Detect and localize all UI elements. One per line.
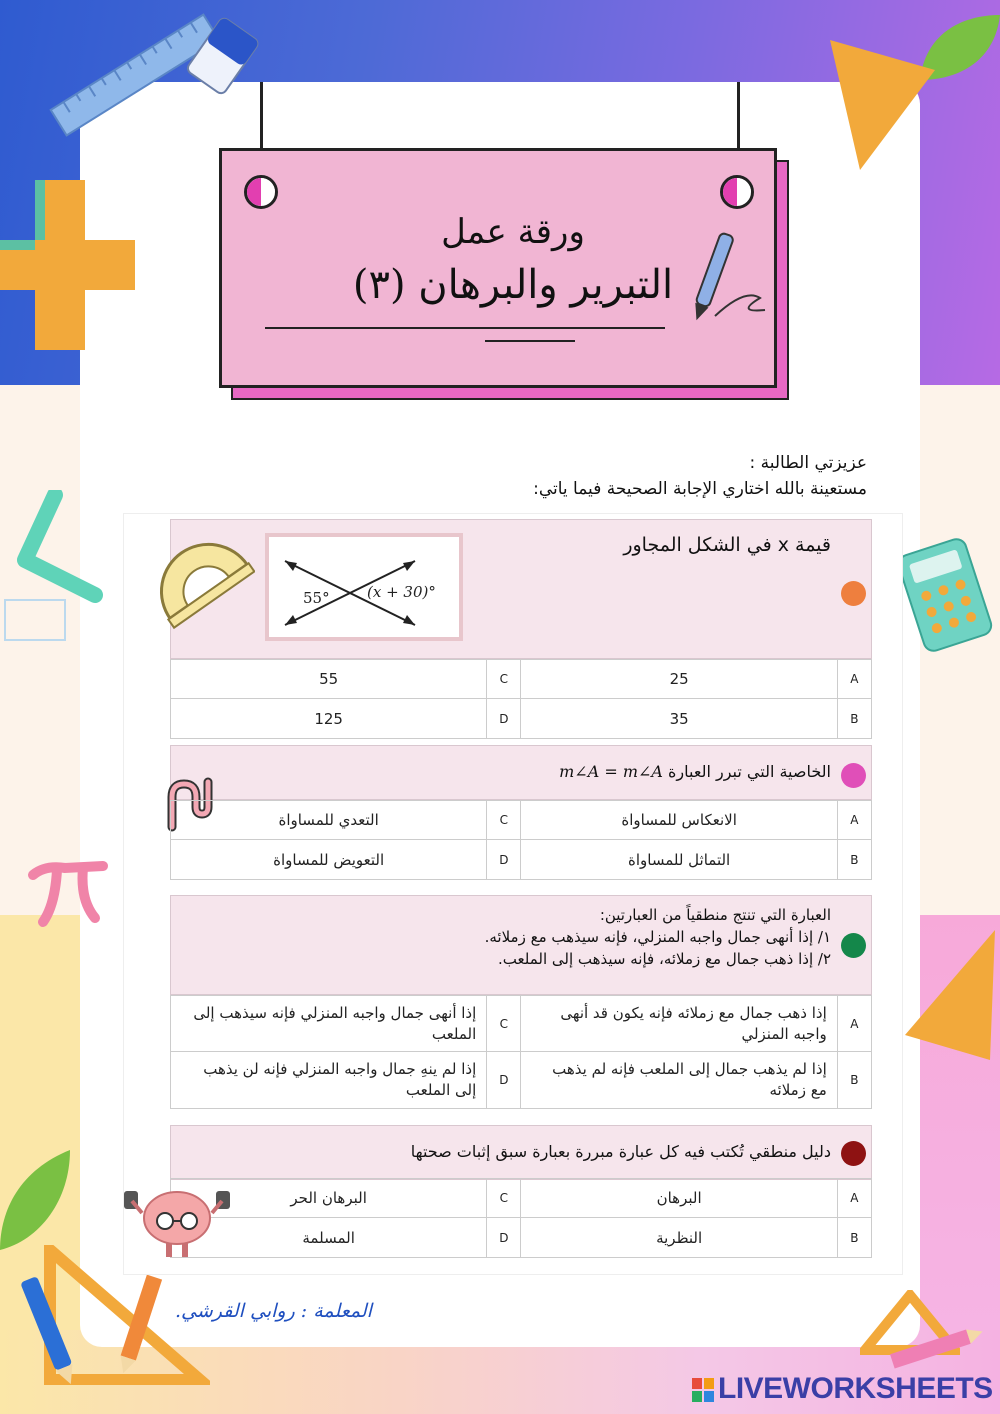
question-4-header: [170, 1125, 872, 1180]
question-3-marker: [841, 933, 866, 958]
letter-a: A: [837, 660, 871, 699]
letter-c: C: [487, 996, 521, 1052]
letter-b: B: [837, 1218, 871, 1258]
leaf-bottom-left-icon: [0, 1150, 80, 1250]
option-a[interactable]: إذا ذهب جمال مع زملائه فإنه يكون قد أنهى واجبه المنزلي: [521, 996, 837, 1052]
pencil-pink-icon: [880, 1320, 990, 1375]
brand-wordmark[interactable]: LIVEWORKSHEETS: [718, 1372, 993, 1405]
intro-instruction: مستعينة بالله اختاري الإجابة الصحيحة فيما ياتي:: [533, 479, 867, 499]
question-1-options: [170, 659, 872, 739]
question-2-header: [170, 745, 872, 800]
letter-b: B: [837, 840, 871, 880]
pi-icon: [25, 860, 110, 930]
question-3-line-2: ١/ إذا أنهى جمال واجبه المنزلي، فإنه سيذهب مع زملائه.: [484, 928, 831, 946]
letter-d: D: [487, 1218, 521, 1258]
letter-c: C: [487, 801, 521, 840]
option-c[interactable]: البرهان الحر: [171, 1179, 487, 1218]
letter-b: B: [837, 699, 871, 739]
question-3-line-3: ٢/ إذا ذهب جمال مع زملائه، فإنه سيذهب إلى الملعب.: [498, 950, 831, 968]
question-2-label: الخاصية التي تبرر العبارة: [668, 762, 831, 781]
title-underline: [265, 327, 665, 329]
pen-icon: [675, 228, 770, 328]
option-d[interactable]: 125: [171, 699, 487, 739]
pencil-orange-icon: [115, 1270, 165, 1380]
option-c[interactable]: إذا أنهى جمال واجبه المنزلي فإنه سيذهب إلى الملعب: [171, 996, 487, 1052]
geometry-sketch-icon: [0, 490, 110, 660]
teacher-signature: المعلمة : روابي القرشي.: [175, 1300, 372, 1322]
question-4-marker: [841, 1141, 866, 1166]
question-2-text: [559, 761, 831, 783]
title-underline-short: [485, 340, 575, 342]
triangle-right-icon: [895, 925, 1000, 1065]
letter-d: D: [487, 840, 521, 880]
brain-mascot-icon: [122, 1183, 232, 1263]
question-1-marker: [841, 581, 866, 606]
question-3-header: [170, 895, 872, 995]
letter-b: B: [837, 1052, 871, 1109]
option-a[interactable]: الانعكاس للمساواة: [521, 801, 837, 840]
ring-right-icon: [720, 175, 754, 209]
letter-a: A: [837, 801, 871, 840]
protractor-icon: [140, 520, 255, 630]
plus-icon: [0, 180, 140, 350]
intro: [533, 450, 867, 502]
letter-a: A: [837, 996, 871, 1052]
letter-c: C: [487, 660, 521, 699]
option-b[interactable]: التماثل للمساواة: [521, 840, 837, 880]
option-d[interactable]: المسلمة: [171, 1218, 487, 1258]
intro-greeting: عزيزتي الطالبة :: [749, 453, 867, 473]
question-2-marker: [841, 763, 866, 788]
question-4-text: دليل منطقي تُكتب فيه كل عبارة مبررة بعبارة سبق إثبات صحتها: [410, 1142, 831, 1161]
question-2-expression: m∠A = m∠A: [559, 762, 663, 781]
liveworksheets-logo-icon: [692, 1378, 714, 1402]
ring-left-icon: [244, 175, 278, 209]
letter-d: D: [487, 699, 521, 739]
letter-c: C: [487, 1179, 521, 1218]
question-3-options: [170, 995, 872, 1109]
option-b[interactable]: النظرية: [521, 1218, 837, 1258]
figure-angle-right: (x + 30)°: [367, 583, 436, 601]
option-b[interactable]: 35: [521, 699, 837, 739]
option-c[interactable]: التعدي للمساواة: [171, 801, 487, 840]
triangle-top-right-icon: [820, 30, 940, 180]
question-4-options: [170, 1178, 872, 1258]
letter-d: D: [487, 1052, 521, 1109]
figure-angle-left: 55°: [303, 589, 330, 607]
option-a[interactable]: البرهان: [521, 1179, 837, 1218]
option-a[interactable]: 25: [521, 660, 837, 699]
question-3-text: [485, 904, 831, 970]
letter-a: A: [837, 1179, 871, 1218]
question-1-figure: [265, 533, 463, 641]
question-2-options: [170, 800, 872, 880]
option-d[interactable]: التعويض للمساواة: [171, 840, 487, 880]
option-d[interactable]: إذا لم ينهِ جمال واجبه المنزلي فإنه لن يذهب إلى الملعب: [171, 1052, 487, 1109]
calculator-icon: [895, 535, 995, 655]
question-3-line-1: العبارة التي تنتج منطقياً من العبارتين:: [599, 906, 831, 924]
question-1-text: قيمة x في الشكل المجاور: [623, 534, 831, 556]
option-b[interactable]: إذا لم يذهب جمال إلى الملعب فإنه لم يذهب مع زملائه: [521, 1052, 837, 1109]
title-line-1: ورقة عمل: [441, 212, 585, 252]
eraser-icon: [185, 15, 265, 100]
pencil-blue-icon: [20, 1270, 80, 1390]
title-line-2: التبرير والبرهان (٣): [352, 262, 674, 308]
option-c[interactable]: 55: [171, 660, 487, 699]
